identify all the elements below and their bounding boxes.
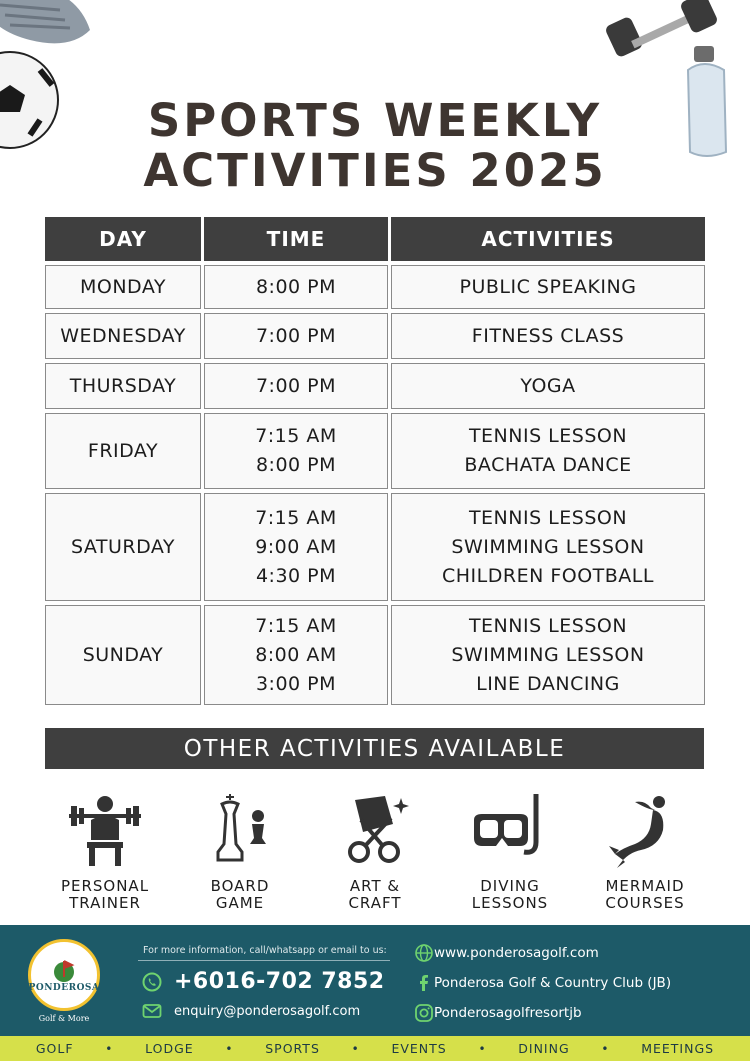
time-value: 7:15 AM: [255, 614, 337, 637]
weightlifting-icon: [65, 790, 145, 870]
ponderosa-logo: [28, 939, 100, 1011]
other-activities-banner: OTHER ACTIVITIES AVAILABLE: [45, 728, 704, 769]
activity-cell: [391, 313, 705, 359]
activity-value: PUBLIC SPEAKING: [459, 275, 637, 298]
separator-dot: •: [105, 1041, 114, 1056]
diving-mask-icon: [470, 790, 550, 870]
website-row: [414, 943, 599, 963]
time-cell: [204, 313, 388, 359]
whatsapp-icon: [142, 972, 162, 992]
activity-value: SWIMMING LESSON: [451, 535, 645, 558]
facebook-row: [414, 973, 671, 993]
separator-dot: •: [478, 1041, 487, 1056]
email-row: [142, 1001, 360, 1021]
table-row: [45, 493, 705, 601]
day-cell: SUNDAY: [45, 605, 201, 705]
divider: [138, 960, 390, 961]
activity-label: ART & CRAFT: [348, 877, 402, 912]
time-cell: [204, 265, 388, 309]
instagram-icon: [414, 1003, 434, 1023]
phone-link[interactable]: +6016-702 7852: [174, 969, 385, 994]
chess-icon: [200, 790, 280, 870]
activity-value: TENNIS LESSON: [468, 425, 628, 447]
time-value: 7:15 AM: [255, 506, 337, 529]
activity-label: PERSONAL TRAINER: [60, 877, 150, 912]
services-bar: [0, 1036, 750, 1061]
header-activities: ACTIVITIES: [391, 217, 705, 261]
day-cell: WEDNESDAY: [45, 313, 201, 359]
contact-note: For more information, call/whatsapp or email to us:: [143, 945, 387, 956]
facebook-icon: [414, 973, 434, 993]
activity-cell: [391, 265, 705, 309]
activity-cell: [391, 363, 705, 409]
activity-diving: [445, 790, 575, 912]
service-dining: DINING: [518, 1041, 570, 1056]
activity-value: TENNIS LESSON: [468, 506, 628, 529]
activity-value: BACHATA DANCE: [464, 454, 632, 476]
day-cell: MONDAY: [45, 265, 201, 309]
time-value: 7:15 AM: [255, 425, 337, 447]
day-cell: FRIDAY: [45, 413, 201, 489]
table-row: [45, 605, 705, 705]
activity-board-game: [175, 790, 305, 912]
activity-cell: [391, 605, 705, 705]
title-line-1: SPORTS WEEKLY: [147, 94, 603, 147]
day-cell: SATURDAY: [45, 493, 201, 601]
logo-text: PONDEROSA: [28, 983, 100, 993]
time-value: 3:00 PM: [255, 672, 337, 695]
header-time: TIME: [204, 217, 388, 261]
time-value: 8:00 PM: [255, 275, 337, 298]
instagram-row: [414, 1003, 582, 1023]
email-link[interactable]: enquiry@ponderosagolf.com: [174, 1003, 361, 1019]
service-meetings: MEETINGS: [641, 1041, 715, 1056]
globe-icon: [414, 943, 434, 963]
activity-label: BOARD GAME: [210, 877, 270, 912]
golf-flag-icon: [49, 957, 79, 983]
logo-tagline: Golf & More: [38, 1014, 90, 1023]
time-value: 9:00 AM: [255, 535, 337, 558]
time-cell: [204, 363, 388, 409]
time-value: 7:00 PM: [255, 324, 337, 347]
time-value: 8:00 PM: [255, 454, 337, 476]
website-link[interactable]: www.ponderosagolf.com: [434, 945, 599, 961]
table-header-row: [45, 217, 705, 261]
separator-dot: •: [351, 1041, 360, 1056]
title-line-2: ACTIVITIES 2025: [143, 144, 607, 197]
activity-value: TENNIS LESSON: [468, 614, 628, 637]
footer: [0, 925, 750, 1036]
email-icon: [142, 1001, 162, 1021]
service-lodge: LODGE: [145, 1041, 194, 1056]
activity-value: FITNESS CLASS: [471, 324, 625, 347]
time-cell: [204, 413, 388, 489]
schedule-table: [45, 217, 705, 709]
activity-mermaid: [580, 790, 710, 912]
activity-art-craft: [310, 790, 440, 912]
activity-value: SWIMMING LESSON: [451, 643, 645, 666]
activity-value: CHILDREN FOOTBALL: [442, 564, 654, 587]
service-sports: SPORTS: [265, 1041, 320, 1056]
instagram-link[interactable]: Ponderosagolfresortjb: [434, 1005, 582, 1021]
other-activities-list: [40, 790, 720, 920]
table-row: [45, 313, 705, 359]
separator-dot: •: [601, 1041, 610, 1056]
activity-value: YOGA: [520, 374, 576, 397]
activity-cell: [391, 413, 705, 489]
activity-label: DIVING LESSONS: [471, 877, 549, 912]
service-golf: GOLF: [35, 1041, 74, 1056]
activity-personal-trainer: [40, 790, 170, 912]
day-cell: THURSDAY: [45, 363, 201, 409]
activity-label: MERMAID COURSES: [605, 877, 685, 912]
time-value: 7:00 PM: [255, 374, 337, 397]
page-title: [0, 96, 750, 196]
phone-row: [142, 969, 385, 994]
time-cell: [204, 605, 388, 705]
scissors-craft-icon: [335, 790, 415, 870]
table-row: [45, 413, 705, 489]
facebook-link[interactable]: Ponderosa Golf & Country Club (JB): [434, 975, 672, 991]
time-value: 8:00 AM: [255, 643, 337, 666]
activity-cell: [391, 493, 705, 601]
table-row: [45, 265, 705, 309]
time-value: 4:30 PM: [255, 564, 337, 587]
table-row: [45, 363, 705, 409]
header-day: DAY: [45, 217, 201, 261]
mermaid-icon: [605, 790, 685, 870]
time-cell: [204, 493, 388, 601]
activity-value: LINE DANCING: [476, 672, 620, 695]
separator-dot: •: [225, 1041, 234, 1056]
service-events: EVENTS: [391, 1041, 447, 1056]
